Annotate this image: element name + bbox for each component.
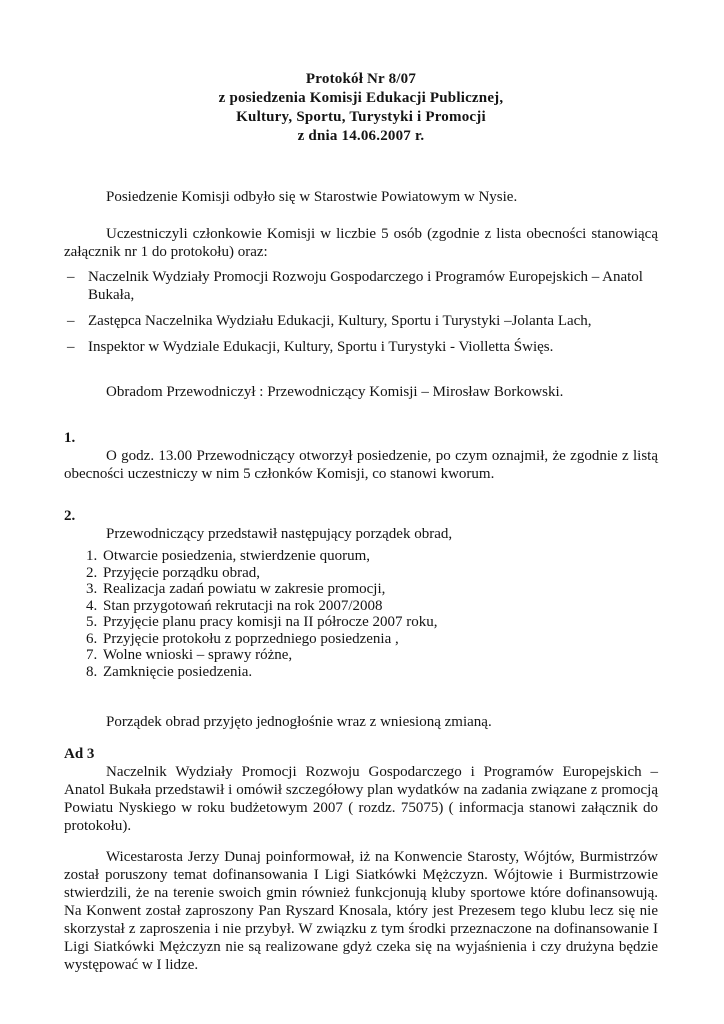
agenda-text: Stan przygotowań rekrutacji na rok 2007/2008 xyxy=(103,597,383,614)
agenda-number: 1. xyxy=(86,548,98,564)
agenda-list xyxy=(64,548,658,680)
title-line-4: z dnia 14.06.2007 r. xyxy=(297,128,425,144)
agenda-number: 7. xyxy=(86,647,98,663)
dash-marker: – xyxy=(67,313,75,329)
section-1-heading: 1. xyxy=(64,430,76,446)
section-ad3-heading: Ad 3 xyxy=(64,746,95,762)
agenda-text: Przyjęcie protokołu z poprzedniego posiedzenia , xyxy=(103,630,399,647)
agenda-text: Przyjęcie planu pracy komisji na II półrocze 2007 roku, xyxy=(103,614,438,630)
agenda-text: Zamknięcie posiedzenia. xyxy=(103,663,253,680)
agenda-item xyxy=(86,631,658,648)
agenda-number: 8. xyxy=(86,663,98,680)
attendee-text: Zastępca Naczelnika Wydziału Edukacji, Kultury, Sportu i Turystyki –Jolanta Lach, xyxy=(88,313,592,329)
title-line-1: Protokół Nr 8/07 xyxy=(305,71,417,87)
agenda-text: Przyjęcie porządku obrad, xyxy=(103,564,261,581)
title-line-3: Kultury, Sportu, Turystyki i Promocji xyxy=(236,109,486,125)
list-item xyxy=(64,268,658,304)
list-item xyxy=(64,338,658,356)
agenda-number: 6. xyxy=(86,630,98,647)
agenda-text: Realizacja zadań powiatu w zakresie promocji, xyxy=(103,581,386,597)
document-title xyxy=(64,70,658,146)
agenda-item xyxy=(86,664,658,681)
paragraph-location: Posiedzenie Komisji odbyło się w Starostwie Powiatowym w Nysie. xyxy=(106,189,518,205)
paragraph-attendees-intro: Uczestniczyli członkowie Komisji w liczbie 5 osób (zgodnie z lista obecności stanowiącą załącznik nr 1 do protokołu) oraz: xyxy=(64,226,658,260)
dash-marker: – xyxy=(67,269,75,285)
section-1-text: O godz. 13.00 Przewodniczący otworzył posiedzenie, po czym oznajmił, że zgodnie z listą obecności uczestniczy w nim 5 członków Komisji, co stanowi kworum. xyxy=(64,448,658,482)
agenda-item xyxy=(86,647,658,664)
title-line-2: z posiedzenia Komisji Edukacji Publicznej, xyxy=(218,90,504,106)
agenda-number: 2. xyxy=(86,564,98,581)
section-2-intro: Przewodniczący przedstawił następujący porządek obrad, xyxy=(106,526,453,542)
paragraph-adopted: Porządek obrad przyjęto jednogłośnie wraz z wniesioną zmianą. xyxy=(106,714,492,730)
section-2-heading: 2. xyxy=(64,508,76,524)
paragraph-chairman: Obradom Przewodniczył : Przewodniczący Komisji – Mirosław Borkowski. xyxy=(106,384,564,400)
agenda-item xyxy=(86,598,658,615)
agenda-text: Wolne wnioski – sprawy różne, xyxy=(103,647,293,663)
section-ad3-paragraph-2: Wicestarosta Jerzy Dunaj poinformował, iż na Konwencie Starosty, Wójtów, Burmistrzów został poruszony temat dofinansowania I Ligi Siatkówki Mężczyzn. Wójtowie i Burmistrzowie stwierdzili, że na terenie swoich gmin również funkcjonują kluby sportowe które dofinansowują. Na Konwent został zaproszony Pan Ryszard Knosala, który jest Prezesem tego klubu lecz się nie skorzystał z zaproszenia i nie przybył. W związku z tym środki przeznaczone na dofinansowanie I Ligi Siatkówki Mężczyzn nie są realizowane gdyż czeka się na wyjaśnienia i czy drużyna będzie występować w I lidze. xyxy=(64,849,658,973)
agenda-item xyxy=(86,614,658,631)
section-ad3-paragraph-1: Naczelnik Wydziały Promocji Rozwoju Gospodarczego i Programów Europejskich – Anatol Bukała przedstawił i omówił szczegółowy plan wydatków na zadania związane z promocją Powiatu Nyskiego w roku budżetowym 2007 ( rozdz. 75075) ( informacja stanowi załącznik do protokołu). xyxy=(64,764,658,834)
attendee-list xyxy=(64,268,658,356)
agenda-item xyxy=(86,548,658,565)
agenda-number: 4. xyxy=(86,597,98,614)
attendee-text: Naczelnik Wydziały Promocji Rozwoju Gospodarczego i Programów Europejskich – Anatol Bukała, xyxy=(88,269,643,303)
agenda-number: 3. xyxy=(86,581,98,597)
agenda-text: Otwarcie posiedzenia, stwierdzenie quorum, xyxy=(103,548,370,564)
agenda-item xyxy=(86,565,658,582)
agenda-item xyxy=(86,581,658,598)
attendee-text: Inspektor w Wydziale Edukacji, Kultury, Sportu i Turystyki - Violletta Święs. xyxy=(88,339,554,355)
list-item xyxy=(64,312,658,330)
agenda-number: 5. xyxy=(86,614,98,630)
dash-marker: – xyxy=(67,339,75,355)
